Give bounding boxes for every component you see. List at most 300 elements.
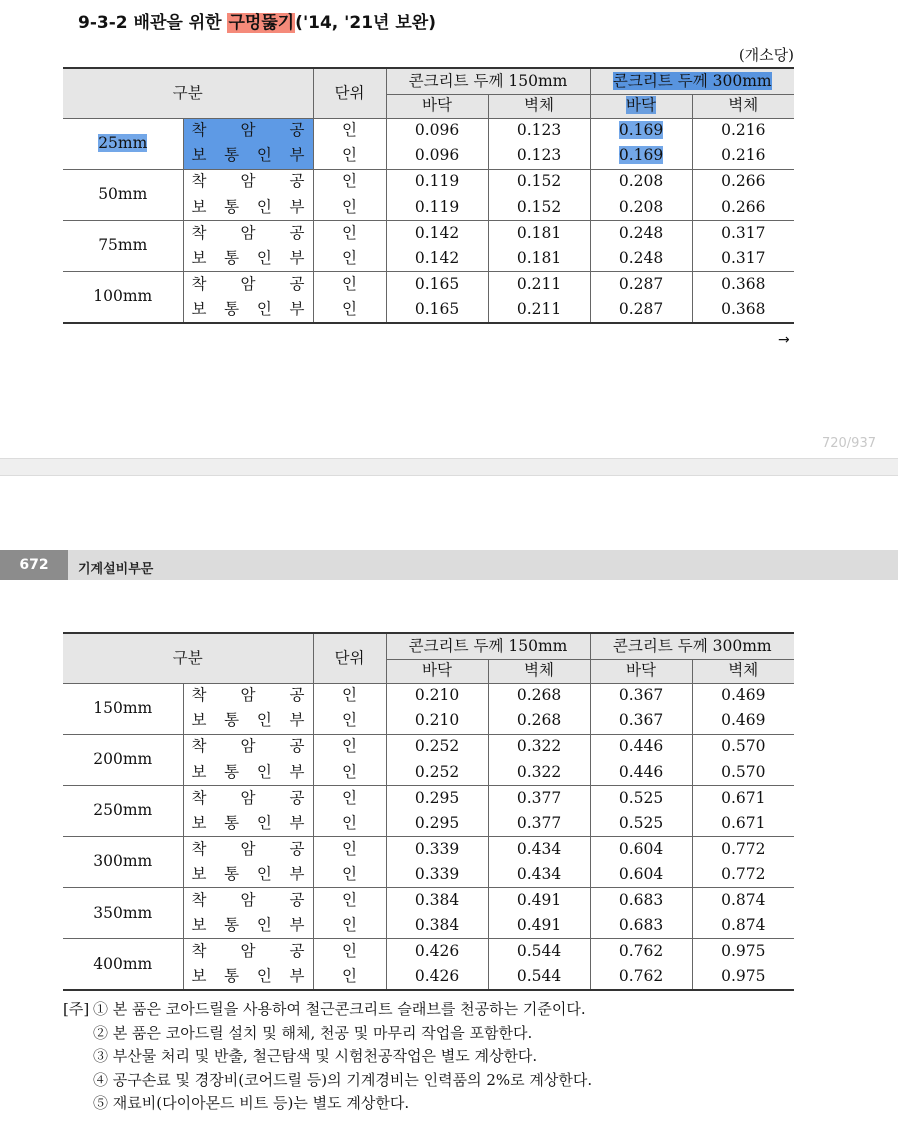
value-text: 0.210 <box>414 686 460 705</box>
value-cell <box>386 169 488 195</box>
value-cell <box>590 709 692 735</box>
worker-cell <box>183 888 313 914</box>
worker-cell <box>183 811 313 837</box>
worker-char: 통 <box>224 299 240 318</box>
worker-char: 통 <box>224 248 240 267</box>
value-text: 0.762 <box>618 942 664 961</box>
worker-char: 인 <box>256 146 272 165</box>
value-cell <box>386 785 488 811</box>
size-label: 200mm <box>93 750 153 769</box>
worker-char: 암 <box>240 942 256 961</box>
size-label: 75mm <box>98 236 148 255</box>
worker-cell <box>183 195 313 221</box>
value-cell <box>386 144 488 170</box>
worker-char: 착 <box>191 223 207 242</box>
worker-char: 착 <box>191 942 207 961</box>
worker-char: 인 <box>256 197 272 216</box>
note-text: ① 본 품은 코아드릴을 사용하여 철근콘크리트 슬래브를 천공하는 기준이다. <box>93 1000 586 1018</box>
table-row <box>63 939 794 965</box>
worker-char: 보 <box>191 967 207 986</box>
value-cell <box>590 144 692 170</box>
value-cell <box>590 965 692 991</box>
header-wall: 벽체 <box>488 659 590 683</box>
worker-char: 착 <box>191 274 207 293</box>
value-text: 0.544 <box>516 967 562 986</box>
worker-char: 착 <box>191 121 207 140</box>
worker-cell <box>183 760 313 786</box>
worker-char: 통 <box>224 762 240 781</box>
size-cell <box>63 734 183 785</box>
value-cell <box>488 862 590 888</box>
value-cell <box>488 297 590 323</box>
worker-type <box>184 248 313 267</box>
worker-char: 보 <box>191 299 207 318</box>
value-text: 0.772 <box>721 839 766 858</box>
worker-type <box>184 918 313 934</box>
worker-char: 착 <box>191 737 207 756</box>
notes-lead: [주] <box>63 1000 90 1018</box>
worker-char: 암 <box>240 223 256 242</box>
chapter-bar <box>0 550 898 580</box>
value-text: 0.216 <box>721 146 766 165</box>
header-floor <box>590 94 692 118</box>
value-text: 0.322 <box>516 737 562 756</box>
value-cell <box>590 785 692 811</box>
value-text: 0.874 <box>721 891 766 910</box>
value-text: 0.469 <box>721 711 766 730</box>
value-text: 0.216 <box>721 121 766 140</box>
worker-cell <box>183 785 313 811</box>
table-row <box>63 785 794 811</box>
value-cell <box>692 734 794 760</box>
value-text: 0.165 <box>414 299 460 318</box>
worker-char: 공 <box>289 788 305 807</box>
table-row <box>63 888 794 914</box>
worker-char: 암 <box>240 172 256 191</box>
header-floor: 바닥 <box>386 94 488 118</box>
worker-char: 공 <box>289 686 305 705</box>
worker-type <box>184 893 313 909</box>
worker-char: 통 <box>224 967 240 986</box>
value-text: 0.975 <box>721 967 766 986</box>
value-text: 0.671 <box>721 788 766 807</box>
worker-char: 암 <box>240 121 256 140</box>
value-text: 0.339 <box>414 864 460 883</box>
value-cell <box>488 888 590 914</box>
worker-cell <box>183 913 313 939</box>
value-cell <box>692 760 794 786</box>
worker-type <box>184 969 313 985</box>
worker-type <box>184 944 313 960</box>
value-text: 0.377 <box>516 813 562 832</box>
value-text: 0.123 <box>516 146 562 165</box>
value-text: 0.544 <box>516 942 562 961</box>
value-text: 0.384 <box>414 916 460 935</box>
value-cell <box>488 837 590 863</box>
value-cell <box>488 220 590 246</box>
value-cell <box>692 297 794 323</box>
worker-char: 착 <box>191 891 207 910</box>
worker-type <box>184 813 313 832</box>
value-text: 0.975 <box>721 942 766 961</box>
unit-cell: 인 <box>313 195 386 221</box>
header-wall: 벽체 <box>488 94 590 118</box>
unit-cell: 인 <box>313 709 386 735</box>
table-row <box>63 837 794 863</box>
value-cell <box>692 913 794 939</box>
value-cell <box>386 811 488 837</box>
worker-char: 착 <box>191 686 207 705</box>
worker-char: 보 <box>191 146 207 165</box>
value-cell <box>692 811 794 837</box>
unit-cell: 인 <box>313 785 386 811</box>
worker-char: 공 <box>289 274 305 293</box>
worker-char: 보 <box>191 711 207 730</box>
worker-cell <box>183 965 313 991</box>
size-cell <box>63 785 183 836</box>
unit-cell: 인 <box>313 272 386 298</box>
value-cell <box>488 272 590 298</box>
value-cell <box>590 195 692 221</box>
value-cell <box>590 118 692 144</box>
value-cell <box>692 195 794 221</box>
value-text: 0.169 <box>618 146 664 165</box>
value-cell <box>692 144 794 170</box>
worker-cell <box>183 144 313 170</box>
worker-type <box>184 123 313 139</box>
value-text: 0.210 <box>414 711 460 730</box>
worker-type <box>184 174 313 190</box>
value-text: 0.683 <box>618 916 664 935</box>
note-item <box>63 1069 592 1093</box>
value-text: 0.339 <box>414 839 460 858</box>
size-cell <box>63 220 183 271</box>
unit-cell: 인 <box>313 144 386 170</box>
header-unit: 단위 <box>313 633 386 683</box>
value-text: 0.266 <box>721 172 766 191</box>
value-text: 0.368 <box>721 274 766 293</box>
value-cell <box>386 195 488 221</box>
size-cell <box>63 118 183 169</box>
worker-char: 부 <box>289 299 305 318</box>
size-label: 100mm <box>93 287 153 306</box>
unit-cell: 인 <box>313 246 386 272</box>
value-text: 0.367 <box>618 711 664 730</box>
unit-cell: 인 <box>313 220 386 246</box>
value-cell <box>488 118 590 144</box>
worker-char: 착 <box>191 788 207 807</box>
continue-arrow: → <box>778 332 790 348</box>
labor-table-2 <box>63 632 794 991</box>
value-text: 0.368 <box>721 299 766 318</box>
worker-cell <box>183 709 313 735</box>
worker-char: 인 <box>256 711 272 730</box>
value-text: 0.142 <box>414 248 460 267</box>
worker-type <box>184 148 313 164</box>
worker-char: 부 <box>289 762 305 781</box>
value-cell <box>692 862 794 888</box>
value-cell <box>488 939 590 965</box>
header-floor <box>590 659 692 683</box>
value-text: 0.426 <box>414 967 460 986</box>
value-cell <box>692 272 794 298</box>
worker-char: 암 <box>240 788 256 807</box>
value-cell <box>386 297 488 323</box>
worker-char: 공 <box>289 172 305 191</box>
value-cell <box>590 913 692 939</box>
value-text: 0.181 <box>516 223 562 242</box>
value-text: 0.604 <box>618 864 664 883</box>
value-cell <box>386 760 488 786</box>
unit-cell: 인 <box>313 913 386 939</box>
unit-cell: 인 <box>313 683 386 709</box>
value-text: 0.152 <box>516 197 562 216</box>
size-label: 250mm <box>93 801 153 820</box>
value-text: 0.248 <box>618 223 664 242</box>
value-cell <box>590 683 692 709</box>
worker-char: 통 <box>224 813 240 832</box>
header-category: 구분 <box>63 68 313 118</box>
value-cell <box>692 683 794 709</box>
size-cell <box>63 837 183 888</box>
header-wall: 벽체 <box>692 659 794 683</box>
unit-cell: 인 <box>313 169 386 195</box>
worker-type <box>184 788 313 807</box>
worker-cell <box>183 837 313 863</box>
value-text: 0.874 <box>721 916 766 935</box>
chapter-number: 672 <box>0 550 68 580</box>
value-text: 0.367 <box>618 686 664 705</box>
unit-cell: 인 <box>313 734 386 760</box>
header-floor: 바닥 <box>386 659 488 683</box>
header-floor-label: 바닥 <box>626 96 656 115</box>
unit-cell: 인 <box>313 837 386 863</box>
value-cell <box>692 965 794 991</box>
worker-cell <box>183 297 313 323</box>
unit-cell: 인 <box>313 811 386 837</box>
note-item <box>63 1045 592 1069</box>
worker-type <box>184 762 313 781</box>
size-label: 150mm <box>93 698 153 717</box>
size-label: 350mm <box>93 903 153 922</box>
unit-cell: 인 <box>313 939 386 965</box>
value-text: 0.570 <box>721 762 766 781</box>
value-text: 0.123 <box>516 121 562 140</box>
value-cell <box>386 939 488 965</box>
value-text: 0.165 <box>414 274 460 293</box>
value-text: 0.317 <box>721 223 766 242</box>
worker-char: 암 <box>240 737 256 756</box>
worker-char: 부 <box>289 711 305 730</box>
value-text: 0.119 <box>414 197 460 216</box>
value-text: 0.446 <box>618 762 664 781</box>
value-text: 0.096 <box>414 121 460 140</box>
header-floor-label: 바닥 <box>626 661 656 680</box>
value-text: 0.469 <box>721 686 766 705</box>
worker-type <box>184 864 313 883</box>
worker-char: 인 <box>256 248 272 267</box>
header-category: 구분 <box>63 633 313 683</box>
title-suffix: ('14, '21년 보완) <box>295 13 436 33</box>
value-cell <box>386 734 488 760</box>
worker-type <box>184 688 313 704</box>
value-text: 0.683 <box>618 891 664 910</box>
value-cell <box>692 785 794 811</box>
value-cell <box>386 965 488 991</box>
size-label: 25mm <box>98 133 148 152</box>
value-cell <box>488 195 590 221</box>
value-text: 0.252 <box>414 762 460 781</box>
value-text: 0.295 <box>414 788 460 807</box>
worker-char: 공 <box>289 223 305 242</box>
note-text: ④ 공구손료 및 경장비(코어드릴 등)의 기계경비는 인력품의 2%로 계상한다. <box>93 1070 593 1089</box>
value-cell <box>590 837 692 863</box>
worker-char: 암 <box>240 274 256 293</box>
value-cell <box>386 888 488 914</box>
value-cell <box>488 760 590 786</box>
value-cell <box>488 965 590 991</box>
size-label: 400mm <box>93 954 153 973</box>
value-text: 0.268 <box>516 711 562 730</box>
worker-cell <box>183 169 313 195</box>
table-row <box>63 683 794 709</box>
unit-note: (개소당) <box>738 46 794 64</box>
value-cell <box>590 297 692 323</box>
value-cell <box>488 683 590 709</box>
value-cell <box>692 246 794 272</box>
table-row <box>63 734 794 760</box>
note-item <box>63 1022 592 1046</box>
title-prefix: 9-3-2 배관을 위한 <box>78 13 228 33</box>
size-cell <box>63 683 183 734</box>
value-text: 0.384 <box>414 891 460 910</box>
value-text: 0.772 <box>721 864 766 883</box>
value-cell <box>386 709 488 735</box>
value-text: 0.248 <box>618 248 664 267</box>
worker-char: 보 <box>191 248 207 267</box>
value-cell <box>386 246 488 272</box>
size-cell <box>63 939 183 990</box>
worker-cell <box>183 272 313 298</box>
worker-char: 공 <box>289 737 305 756</box>
worker-cell <box>183 734 313 760</box>
unit-cell: 인 <box>313 862 386 888</box>
worker-char: 부 <box>289 197 305 216</box>
value-text: 0.525 <box>618 813 664 832</box>
worker-cell <box>183 939 313 965</box>
worker-type <box>184 197 313 216</box>
value-text: 0.211 <box>516 274 562 293</box>
value-cell <box>488 785 590 811</box>
value-cell <box>386 913 488 939</box>
worker-char: 암 <box>240 686 256 705</box>
worker-char: 보 <box>191 813 207 832</box>
value-text: 0.322 <box>516 762 562 781</box>
worker-char: 인 <box>256 967 272 986</box>
worker-char: 공 <box>289 839 305 858</box>
worker-char: 통 <box>224 864 240 883</box>
worker-char: 부 <box>289 967 305 986</box>
value-text: 0.671 <box>721 813 766 832</box>
value-text: 0.208 <box>618 197 664 216</box>
worker-char: 인 <box>256 864 272 883</box>
unit-cell: 인 <box>313 965 386 991</box>
table-row <box>63 118 794 144</box>
value-text: 0.434 <box>516 864 562 883</box>
value-text: 0.169 <box>618 121 664 140</box>
value-cell <box>590 246 692 272</box>
worker-char: 보 <box>191 762 207 781</box>
value-text: 0.287 <box>618 274 664 293</box>
header-unit: 단위 <box>313 68 386 118</box>
worker-char: 통 <box>224 197 240 216</box>
worker-char: 통 <box>224 711 240 730</box>
value-cell <box>692 837 794 863</box>
value-text: 0.266 <box>721 197 766 216</box>
worker-char: 공 <box>289 942 305 961</box>
worker-char: 공 <box>289 891 305 910</box>
worker-cell <box>183 220 313 246</box>
value-text: 0.252 <box>414 737 460 756</box>
table-row <box>63 169 794 195</box>
worker-char: 암 <box>240 839 256 858</box>
note-text: ③ 부산물 처리 및 반출, 철근탐색 및 시험천공작업은 별도 계상한다. <box>93 1047 538 1065</box>
worker-char: 인 <box>256 299 272 318</box>
value-cell <box>692 118 794 144</box>
value-cell <box>488 144 590 170</box>
worker-cell <box>183 246 313 272</box>
value-text: 0.287 <box>618 299 664 318</box>
header-group-300 <box>590 633 794 659</box>
value-cell <box>692 220 794 246</box>
note-item <box>63 998 592 1022</box>
value-text: 0.525 <box>618 788 664 807</box>
worker-type <box>184 839 313 858</box>
value-cell <box>590 220 692 246</box>
labor-table-1 <box>63 67 794 324</box>
value-cell <box>590 272 692 298</box>
worker-char: 부 <box>289 248 305 267</box>
note-item <box>63 1092 592 1116</box>
value-text: 0.317 <box>721 248 766 267</box>
worker-char: 착 <box>191 172 207 191</box>
worker-char: 부 <box>289 146 305 165</box>
header-group-150: 콘크리트 두께 150mm <box>386 68 590 94</box>
value-cell <box>692 888 794 914</box>
value-cell <box>386 683 488 709</box>
value-text: 0.211 <box>516 299 562 318</box>
worker-char: 보 <box>191 864 207 883</box>
header-wall: 벽체 <box>692 94 794 118</box>
worker-char: 보 <box>191 197 207 216</box>
header-group-300 <box>590 68 794 94</box>
value-text: 0.491 <box>516 916 562 935</box>
title-highlight: 구멍뚫기 <box>228 13 295 33</box>
worker-type <box>184 299 313 318</box>
value-cell <box>590 862 692 888</box>
value-text: 0.491 <box>516 891 562 910</box>
worker-char: 인 <box>256 762 272 781</box>
size-label: 50mm <box>98 185 148 204</box>
worker-char: 암 <box>240 891 256 910</box>
value-text: 0.152 <box>516 172 562 191</box>
value-cell <box>488 169 590 195</box>
unit-cell: 인 <box>313 297 386 323</box>
value-text: 0.268 <box>516 686 562 705</box>
value-text: 0.208 <box>618 172 664 191</box>
value-cell <box>692 169 794 195</box>
size-cell <box>63 169 183 220</box>
